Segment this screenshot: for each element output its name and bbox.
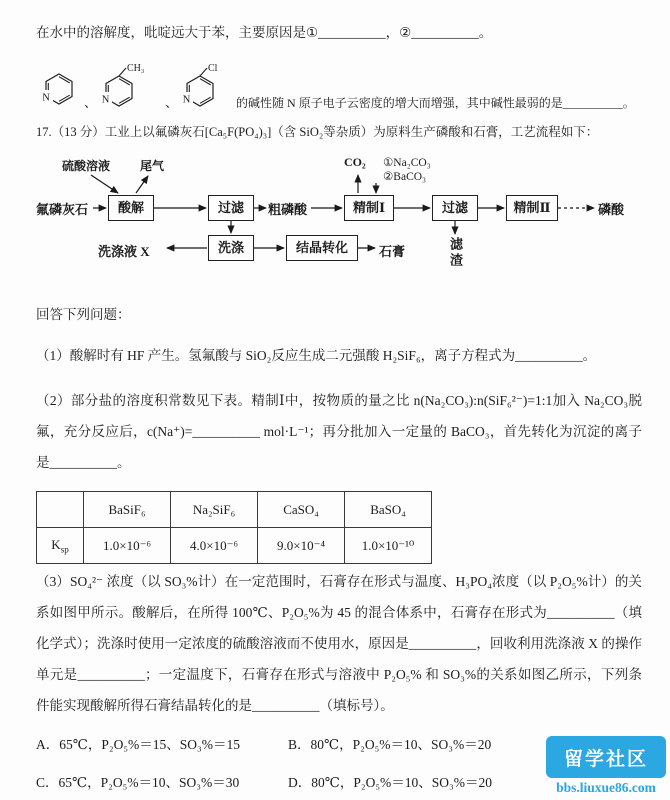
separator: 、 [84,95,98,110]
answer-prompt: 回答下列问题： [36,306,131,322]
table-value-baso4: 1.0×10⁻¹⁰ [345,528,432,564]
question-line-basicity: 的碱性随 N 原子电子云密度的增大而增强，其中碱性最弱的是__________。 [236,96,635,110]
separator: 、 [165,95,179,110]
flow-label-filter-residue: 滤渣 [448,236,463,269]
flow-box-refining-1: 精制Ⅰ [344,195,394,221]
table-header-empty [37,492,84,528]
flow-label-fluorapatite: 氟磷灰石 [36,201,89,217]
table-header-na2sif6: Na₂SiF₆ [171,492,258,528]
flow-label-reagent-baco3: ②BaCO₃ [383,170,427,183]
methyl-group-label: CH₃ [127,63,145,74]
option-d: D．80℃，P₂O₅%＝10、SO₃%＝20 [288,774,492,790]
table-header-caso4: CaSO₄ [258,492,345,528]
flow-box-washing: 洗涤 [208,235,254,261]
question-line-solubility: 在水中的溶解度，吡啶远大于苯，主要原因是①__________，②__________。 [36,24,493,40]
ksp-table-value-row [37,528,432,564]
watermark-url: bbs.liuxue86.com [556,780,656,795]
sub-question-3: （3）SO₄²⁻ 浓度（以 SO₃%计）在一定范围时，石膏存在形式与温度、H₃PO₄浓度（以 P₂O₅%计）的关系如图甲所示。酸解后，在所得 100℃、P₂O₅%为 45 的混合体系中，石膏存在形式为__________（填化学式）；洗涤时使用一定浓度的硫酸溶液而不使用水，原因是__________，回收利用洗涤液 X 的操作单元是__________；一定温度下，石膏存在形式与溶液中 P₂O₅% 和 SO₃%的关系如图乙所示，下列条件能实现酸解所得石膏结晶转化的是__________（填标号）。 [36,574,642,713]
pyridine-structure [36,60,82,114]
methylpyridine-structure [99,60,163,114]
flow-label-crude-phosphoric-acid: 粗磷酸 [268,201,308,217]
flow-box-filtration-1: 过滤 [208,195,254,221]
nitrogen-atom-label: N [101,94,110,106]
option-c: C．65℃，P₂O₅%＝10、SO₃%＝30 [36,774,240,790]
flow-label-washing-liquid-x: 洗涤液 X [98,243,150,259]
table-value-basif6: 1.0×10⁻⁶ [84,528,171,564]
flow-label-tail-gas: 尾气 [140,158,165,173]
option-a: A．65℃，P₂O₅%＝15、SO₃%＝15 [36,736,240,752]
flow-label-phosphoric-acid: 磷酸 [598,201,625,217]
flow-label-reagent-na2co3: ①Na₂CO₃ [383,156,431,169]
structures-row [36,56,642,114]
nitrogen-atom-label: N [182,94,191,106]
sub-question-2: （2）部分盐的溶度积常数见下表。精制Ⅰ中，按物质的量之比 n(Na₂CO₃):n(SiF₆²⁻)=1:1加入 Na₂CO₃脱氟，充分反应后，c(Na⁺)=__________ mol·L⁻¹；再分批加入一定量的 BaCO₃，首先转化为沉淀的离子是__________。 [36,392,642,470]
sub-question-1: （1）酸解时有 HF 产生。氢氟酸与 SiO₂反应生成二元强酸 H₂SiF₆，离子方程式为__________。 [36,348,597,363]
ksp-symbol: K [51,536,61,552]
flow-box-filtration-2: 过滤 [432,195,478,221]
watermark-logo: 留学社区 [546,736,666,778]
table-value-caso4: 9.0×10⁻⁴ [258,528,345,564]
nitrogen-atom-label: N [42,92,50,104]
ksp-subscript: sp [60,544,69,555]
flow-box-refining-2: 精制Ⅱ [506,195,558,221]
table-value-na2sif6: 4.0×10⁻⁶ [171,528,258,564]
flow-arrows [36,155,642,293]
process-flow-diagram [36,155,642,293]
flow-box-acidolysis: 酸解 [108,195,154,221]
ksp-table-header-row [37,492,432,528]
question-17-stem: 17.（13 分）工业上以氟磷灰石[Ca₅F(PO₄)₃]（含 SiO₂等杂质）为原料生产磷酸和石膏，工艺流程如下： [36,125,599,139]
table-header-baso4: BaSO₄ [345,492,432,528]
flow-label-gypsum: 石膏 [379,243,406,259]
flow-label-sulfuric-acid: 硫酸溶液 [62,158,111,173]
flow-box-crystal-conversion: 结晶转化 [286,235,358,261]
table-header-basif6: BaSiF₆ [84,492,171,528]
option-b: B．80℃，P₂O₅%＝10、SO₃%＝20 [288,736,492,752]
flow-label-co2: CO₂ [344,154,366,169]
ksp-table [36,491,432,564]
table-row-label-ksp [37,528,84,564]
chloropyridine-structure [180,60,236,114]
chloro-group-label: Cl [208,63,218,74]
site-watermark [546,736,666,796]
